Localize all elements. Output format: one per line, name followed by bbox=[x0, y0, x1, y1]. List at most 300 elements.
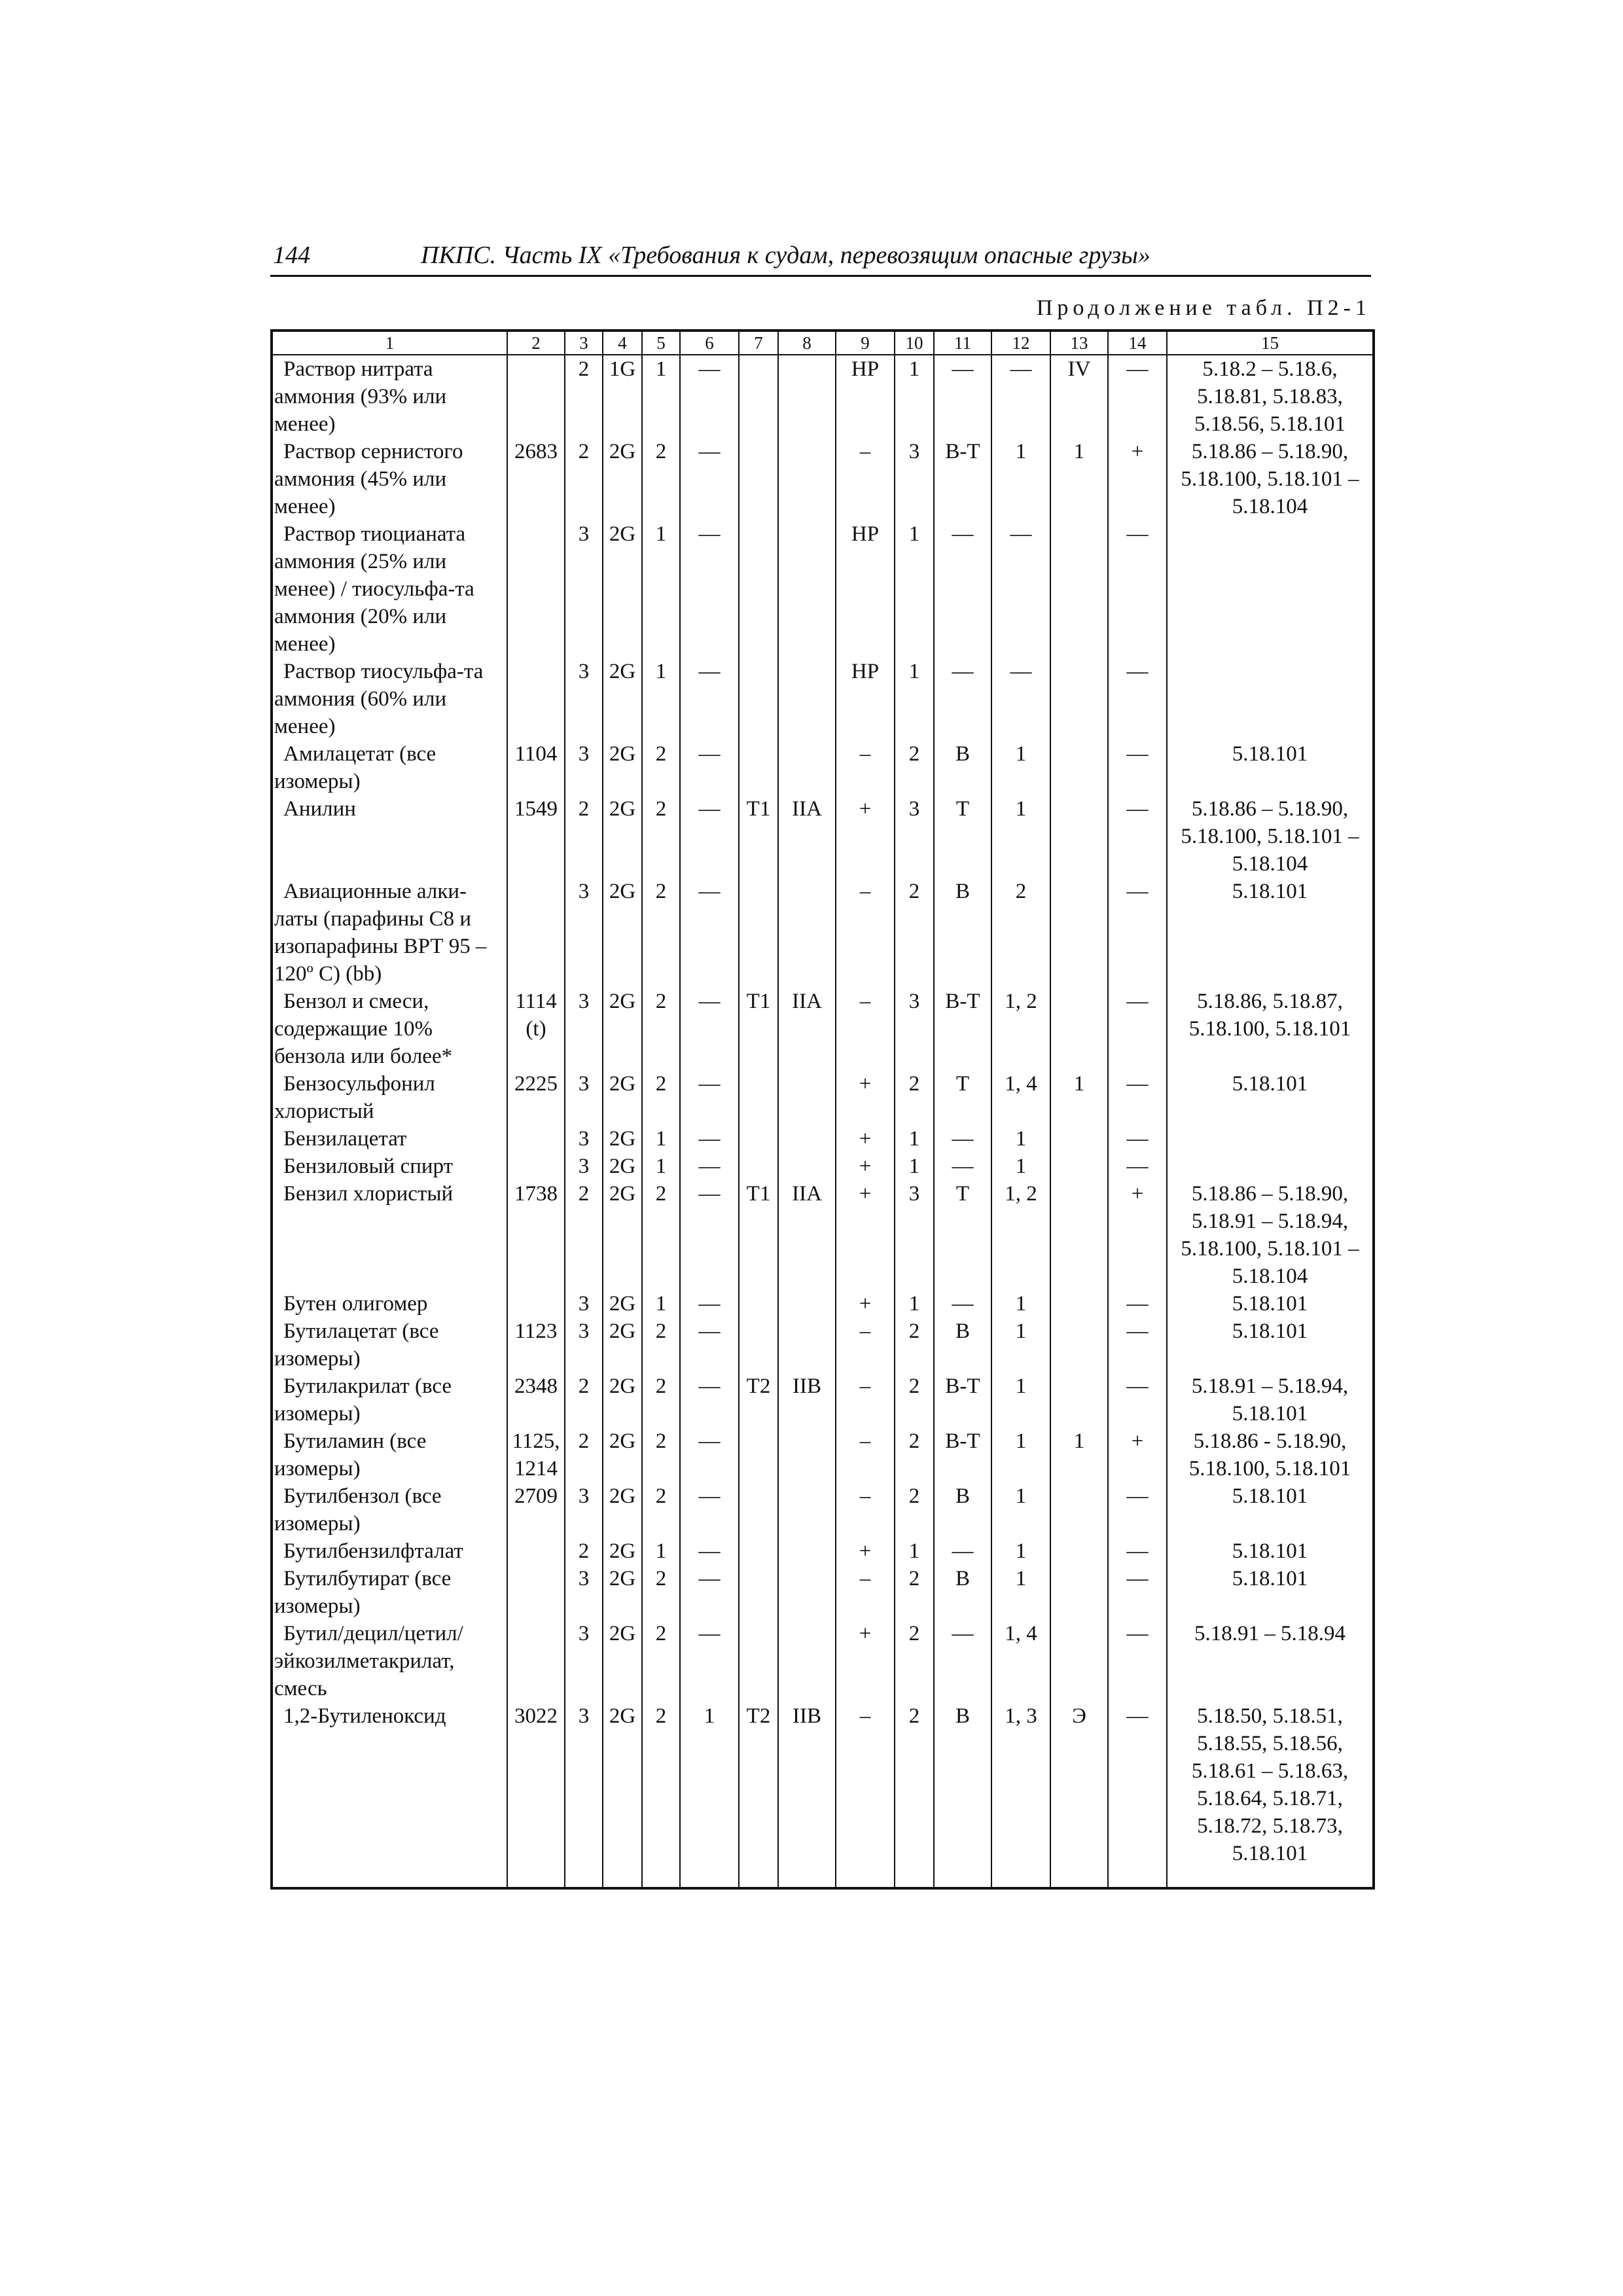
substance-name: Раствор нитрата аммония (93% или менее) bbox=[274, 357, 447, 436]
table-row bbox=[272, 1125, 1374, 1153]
cell-col-14: + bbox=[1108, 1180, 1167, 1290]
cell-col-6: — bbox=[680, 740, 739, 795]
cell-col-14: — bbox=[1108, 795, 1167, 878]
cell-col-11: — bbox=[934, 1290, 991, 1318]
cell-requirements: 5.18.86, 5.18.87, 5.18.100, 5.18.101 bbox=[1167, 988, 1374, 1070]
cell-col-10: 2 bbox=[895, 878, 934, 988]
cell-col-7 bbox=[739, 1620, 778, 1702]
table-row bbox=[272, 355, 1374, 438]
column-header-4: 4 bbox=[603, 331, 642, 355]
cell-col-4: 2G bbox=[603, 1427, 642, 1482]
cell-col-4: 2G bbox=[603, 1565, 642, 1620]
cell-col-4: 2G bbox=[603, 1482, 642, 1537]
cell-col-3: 2 bbox=[565, 1537, 603, 1565]
cell-col-10: 2 bbox=[895, 1565, 934, 1620]
cell-col-12: — bbox=[991, 355, 1050, 438]
cell-col-6: — bbox=[680, 1153, 739, 1180]
cell-col-5: 2 bbox=[642, 1620, 680, 1702]
cell-col-5: 2 bbox=[642, 1427, 680, 1482]
column-header-1: 1 bbox=[272, 331, 507, 355]
cell-col-6: — bbox=[680, 1372, 739, 1427]
cell-col-7 bbox=[739, 1482, 778, 1537]
cell-substance-name bbox=[272, 1180, 507, 1290]
substance-name: Бензол и смеси, содержащие 10% бензола или более* bbox=[274, 990, 453, 1068]
cell-col-5: 1 bbox=[642, 1537, 680, 1565]
cell-col-8 bbox=[778, 1125, 836, 1153]
substance-name: Бутилакрилат (все изомеры) bbox=[274, 1374, 452, 1426]
cell-col-4: 2G bbox=[603, 438, 642, 520]
cell-col-5: 1 bbox=[642, 520, 680, 658]
cell-substance-name bbox=[272, 1372, 507, 1427]
cell-col-5: 2 bbox=[642, 878, 680, 988]
cell-col-14: — bbox=[1108, 658, 1167, 740]
cell-col-4: 2G bbox=[603, 1702, 642, 1867]
cell-col-10: 1 bbox=[895, 1537, 934, 1565]
cell-substance-name bbox=[272, 878, 507, 988]
cell-col-6: — bbox=[680, 1537, 739, 1565]
cell-col-10: 3 bbox=[895, 438, 934, 520]
cell-col-9: – bbox=[836, 1702, 895, 1867]
column-header-14: 14 bbox=[1108, 331, 1167, 355]
cell-col-14: — bbox=[1108, 520, 1167, 658]
cell-col-3: 3 bbox=[565, 1620, 603, 1702]
cell-requirements: 5.18.101 bbox=[1167, 1070, 1374, 1125]
cell-col-11: — bbox=[934, 1537, 991, 1565]
cell-col-11: В bbox=[934, 1702, 991, 1867]
cell-substance-name bbox=[272, 1153, 507, 1180]
cell-col-7 bbox=[739, 878, 778, 988]
cell-col-12: 1 bbox=[991, 1565, 1050, 1620]
cell-col-4: 1G bbox=[603, 355, 642, 438]
cell-col-10: 3 bbox=[895, 1180, 934, 1290]
cell-col-12: — bbox=[991, 658, 1050, 740]
column-header-15: 15 bbox=[1167, 331, 1374, 355]
column-header-6: 6 bbox=[680, 331, 739, 355]
cell-col-14: — bbox=[1108, 988, 1167, 1070]
table-continuation-label: Продолжение табл. П2-1 bbox=[1036, 296, 1371, 320]
cell-col-4: 2G bbox=[603, 1070, 642, 1125]
table-row bbox=[272, 1290, 1374, 1318]
table-body bbox=[272, 355, 1374, 1867]
cell-col-3: 2 bbox=[565, 438, 603, 520]
cell-col-8 bbox=[778, 1290, 836, 1318]
cell-col-11: — bbox=[934, 1153, 991, 1180]
cell-requirements: 5.18.50, 5.18.51, 5.18.55, 5.18.56, 5.18.61 – 5.18.63, 5.18.64, 5.18.71, 5.18.72, 5.18.73, 5.18.101 bbox=[1167, 1702, 1374, 1867]
cell-col-14: — bbox=[1108, 1290, 1167, 1318]
cell-col-8 bbox=[778, 1318, 836, 1372]
cell-col-5: 2 bbox=[642, 1702, 680, 1867]
substance-name: Анилин bbox=[283, 797, 356, 821]
cell-col-10: 2 bbox=[895, 1482, 934, 1537]
cell-col-10: 2 bbox=[895, 1070, 934, 1125]
cell-col-2 bbox=[507, 520, 565, 658]
cell-col-3: 3 bbox=[565, 1290, 603, 1318]
cell-substance-name bbox=[272, 1318, 507, 1372]
cell-col-6: — bbox=[680, 520, 739, 658]
cell-col-5: 2 bbox=[642, 438, 680, 520]
cell-col-8: IIA bbox=[778, 988, 836, 1070]
cell-col-3: 3 bbox=[565, 1318, 603, 1372]
cell-col-10: 2 bbox=[895, 1372, 934, 1427]
cell-col-13 bbox=[1050, 1290, 1108, 1318]
cell-col-11: В bbox=[934, 740, 991, 795]
cell-col-14: — bbox=[1108, 1482, 1167, 1537]
cell-col-7 bbox=[739, 740, 778, 795]
substance-name: Бензиловый спирт bbox=[283, 1155, 454, 1178]
cell-col-9: – bbox=[836, 1427, 895, 1482]
cell-col-7 bbox=[739, 520, 778, 658]
cell-col-6: — bbox=[680, 355, 739, 438]
cell-col-8: IIB bbox=[778, 1372, 836, 1427]
table-row bbox=[272, 1180, 1374, 1290]
cell-requirements: 5.18.101 bbox=[1167, 1565, 1374, 1620]
cell-col-7 bbox=[739, 1427, 778, 1482]
cell-col-11: В-Т bbox=[934, 1427, 991, 1482]
column-header-3: 3 bbox=[565, 331, 603, 355]
cell-col-5: 2 bbox=[642, 740, 680, 795]
cell-col-10: 1 bbox=[895, 1153, 934, 1180]
cell-col-2: 2225 bbox=[507, 1070, 565, 1125]
cell-col-11: — bbox=[934, 658, 991, 740]
table-row bbox=[272, 658, 1374, 740]
cell-col-6: — bbox=[680, 1482, 739, 1537]
cell-col-9: НР bbox=[836, 520, 895, 658]
cell-col-9: + bbox=[836, 1620, 895, 1702]
cell-col-9: + bbox=[836, 1070, 895, 1125]
cell-col-2 bbox=[507, 1620, 565, 1702]
cell-col-9: + bbox=[836, 1153, 895, 1180]
cell-col-3: 3 bbox=[565, 878, 603, 988]
cell-col-7 bbox=[739, 1565, 778, 1620]
cell-col-8 bbox=[778, 658, 836, 740]
cell-col-9: – bbox=[836, 438, 895, 520]
cell-col-3: 3 bbox=[565, 520, 603, 658]
cell-requirements: 5.18.101 bbox=[1167, 740, 1374, 795]
cell-col-10: 1 bbox=[895, 1290, 934, 1318]
cell-requirements: 5.18.86 – 5.18.90, 5.18.100, 5.18.101 – 5.18.104 bbox=[1167, 438, 1374, 520]
cell-col-7 bbox=[739, 355, 778, 438]
cell-col-13 bbox=[1050, 1620, 1108, 1702]
cell-col-12: 1 bbox=[991, 1427, 1050, 1482]
cell-col-8 bbox=[778, 1427, 836, 1482]
cell-col-9: + bbox=[836, 1537, 895, 1565]
cell-col-3: 3 bbox=[565, 1070, 603, 1125]
cell-col-7 bbox=[739, 438, 778, 520]
cell-col-8 bbox=[778, 1153, 836, 1180]
cell-col-5: 1 bbox=[642, 355, 680, 438]
cell-col-12: 1 bbox=[991, 1125, 1050, 1153]
substance-name: Бутилбензол (все изомеры) bbox=[274, 1484, 442, 1535]
cell-col-8: IIA bbox=[778, 795, 836, 878]
cell-col-8 bbox=[778, 520, 836, 658]
cell-col-7: T2 bbox=[739, 1372, 778, 1427]
cell-col-2 bbox=[507, 1125, 565, 1153]
cell-col-6: — bbox=[680, 1620, 739, 1702]
cell-substance-name bbox=[272, 1702, 507, 1867]
cell-col-8 bbox=[778, 878, 836, 988]
cell-col-12: 1 bbox=[991, 1372, 1050, 1427]
cell-col-4: 2G bbox=[603, 1318, 642, 1372]
cell-col-11: Т bbox=[934, 1070, 991, 1125]
table-bottom-padding bbox=[272, 1867, 1374, 1888]
substance-name: Бутиламин (все изомеры) bbox=[274, 1429, 427, 1480]
cell-col-9: + bbox=[836, 1180, 895, 1290]
cell-col-13 bbox=[1050, 988, 1108, 1070]
cell-col-12: 1, 3 bbox=[991, 1702, 1050, 1867]
cell-col-12: 1 bbox=[991, 1318, 1050, 1372]
cell-col-12: 1 bbox=[991, 438, 1050, 520]
cell-col-9: – bbox=[836, 878, 895, 988]
cell-col-4: 2G bbox=[603, 1180, 642, 1290]
cell-col-3: 3 bbox=[565, 658, 603, 740]
table-row bbox=[272, 1537, 1374, 1565]
cell-col-7 bbox=[739, 658, 778, 740]
cell-col-13: Э bbox=[1050, 1702, 1108, 1867]
cell-col-14: — bbox=[1108, 1318, 1167, 1372]
column-header-10: 10 bbox=[895, 331, 934, 355]
cell-requirements bbox=[1167, 658, 1374, 740]
cell-col-5: 2 bbox=[642, 1318, 680, 1372]
cell-col-7 bbox=[739, 1290, 778, 1318]
cell-col-13 bbox=[1050, 1482, 1108, 1537]
cell-col-10: 2 bbox=[895, 1318, 934, 1372]
cell-col-7 bbox=[739, 1070, 778, 1125]
table-row bbox=[272, 1153, 1374, 1180]
cell-col-13 bbox=[1050, 1125, 1108, 1153]
cell-col-6: — bbox=[680, 658, 739, 740]
column-header-13: 13 bbox=[1050, 331, 1108, 355]
cell-col-6: — bbox=[680, 438, 739, 520]
substance-name: Раствор тиоцианата аммония (25% или менее) / тиосульфа-та аммония (20% или менее) bbox=[274, 522, 474, 656]
cell-col-10: 1 bbox=[895, 658, 934, 740]
cell-col-4: 2G bbox=[603, 520, 642, 658]
cell-col-2: 2683 bbox=[507, 438, 565, 520]
substances-table bbox=[270, 329, 1375, 1890]
cell-substance-name bbox=[272, 988, 507, 1070]
column-header-7: 7 bbox=[739, 331, 778, 355]
cell-col-11: — bbox=[934, 1620, 991, 1702]
cell-substance-name bbox=[272, 1620, 507, 1702]
cell-col-8: IIB bbox=[778, 1702, 836, 1867]
cell-col-10: 1 bbox=[895, 520, 934, 658]
cell-col-9: + bbox=[836, 1125, 895, 1153]
cell-col-11: — bbox=[934, 355, 991, 438]
cell-col-9: – bbox=[836, 740, 895, 795]
substance-name: Бензилацетат bbox=[283, 1127, 407, 1151]
cell-col-6: — bbox=[680, 1318, 739, 1372]
column-header-12: 12 bbox=[991, 331, 1050, 355]
table-row bbox=[272, 1427, 1374, 1482]
cell-col-6: — bbox=[680, 988, 739, 1070]
substance-name: Бензосульфонил хлористый bbox=[274, 1072, 435, 1123]
table-row bbox=[272, 740, 1374, 795]
cell-col-7: T1 bbox=[739, 1180, 778, 1290]
cell-col-8: IIA bbox=[778, 1180, 836, 1290]
cell-col-2: 2348 bbox=[507, 1372, 565, 1427]
cell-col-12: 1 bbox=[991, 740, 1050, 795]
cell-col-11: В bbox=[934, 1318, 991, 1372]
substance-name: Бутилбензилфталат bbox=[283, 1539, 463, 1563]
cell-col-2: 1738 bbox=[507, 1180, 565, 1290]
table-row bbox=[272, 878, 1374, 988]
cell-col-3: 3 bbox=[565, 1125, 603, 1153]
table-row bbox=[272, 1318, 1374, 1372]
cell-col-4: 2G bbox=[603, 1125, 642, 1153]
cell-col-8 bbox=[778, 1565, 836, 1620]
cell-col-6: — bbox=[680, 1125, 739, 1153]
cell-col-11: Т bbox=[934, 795, 991, 878]
cell-col-6: — bbox=[680, 1427, 739, 1482]
table-row bbox=[272, 1620, 1374, 1702]
cell-col-3: 2 bbox=[565, 1427, 603, 1482]
cell-col-7 bbox=[739, 1125, 778, 1153]
cell-col-13: 1 bbox=[1050, 1427, 1108, 1482]
cell-col-10: 3 bbox=[895, 795, 934, 878]
cell-col-7: T2 bbox=[739, 1702, 778, 1867]
cell-col-12: 1, 4 bbox=[991, 1070, 1050, 1125]
cell-substance-name bbox=[272, 1125, 507, 1153]
cell-col-5: 2 bbox=[642, 1070, 680, 1125]
cell-col-11: — bbox=[934, 520, 991, 658]
cell-col-6: — bbox=[680, 1070, 739, 1125]
cell-col-2 bbox=[507, 658, 565, 740]
cell-col-11: — bbox=[934, 1125, 991, 1153]
cell-col-6: — bbox=[680, 1180, 739, 1290]
cell-requirements: 5.18.91 – 5.18.94, 5.18.101 bbox=[1167, 1372, 1374, 1427]
cell-col-5: 1 bbox=[642, 658, 680, 740]
cell-col-12: 1, 2 bbox=[991, 1180, 1050, 1290]
table-row bbox=[272, 1565, 1374, 1620]
substance-name: Бутилацетат (все изомеры) bbox=[274, 1319, 439, 1371]
table-row bbox=[272, 1702, 1374, 1867]
cell-col-6: — bbox=[680, 795, 739, 878]
substance-name: Бутил/децил/цетил/ эйкозилметакрилат, смесь bbox=[274, 1622, 463, 1700]
table-row bbox=[272, 795, 1374, 878]
cell-col-2: 1549 bbox=[507, 795, 565, 878]
substance-name: Амилацетат (все изомеры) bbox=[274, 742, 437, 793]
cell-col-12: 1 bbox=[991, 795, 1050, 878]
cell-col-14: + bbox=[1108, 1427, 1167, 1482]
substance-name: Раствор сернистого аммония (45% или менее) bbox=[274, 440, 463, 518]
cell-col-4: 2G bbox=[603, 795, 642, 878]
cell-col-2 bbox=[507, 1290, 565, 1318]
cell-col-5: 1 bbox=[642, 1290, 680, 1318]
cell-requirements: 5.18.101 bbox=[1167, 1290, 1374, 1318]
cell-col-2 bbox=[507, 878, 565, 988]
cell-col-6: — bbox=[680, 1290, 739, 1318]
cell-requirements bbox=[1167, 520, 1374, 658]
cell-col-3: 3 bbox=[565, 1153, 603, 1180]
cell-col-12: 1 bbox=[991, 1290, 1050, 1318]
table-row bbox=[272, 1372, 1374, 1427]
cell-col-11: В bbox=[934, 1482, 991, 1537]
cell-col-10: 2 bbox=[895, 1620, 934, 1702]
cell-col-5: 2 bbox=[642, 1565, 680, 1620]
cell-col-11: В bbox=[934, 1565, 991, 1620]
table-row bbox=[272, 520, 1374, 658]
cell-col-13 bbox=[1050, 740, 1108, 795]
substance-name: 1,2-Бутиленоксид bbox=[283, 1704, 446, 1728]
cell-col-8 bbox=[778, 1482, 836, 1537]
cell-col-2 bbox=[507, 355, 565, 438]
cell-col-3: 3 bbox=[565, 740, 603, 795]
cell-col-12: 1, 2 bbox=[991, 988, 1050, 1070]
cell-col-2: 3022 bbox=[507, 1702, 565, 1867]
cell-col-14: + bbox=[1108, 438, 1167, 520]
cell-substance-name bbox=[272, 795, 507, 878]
cell-col-13 bbox=[1050, 795, 1108, 878]
cell-col-14: — bbox=[1108, 1070, 1167, 1125]
cell-col-3: 2 bbox=[565, 1180, 603, 1290]
cell-col-12: 1 bbox=[991, 1153, 1050, 1180]
cell-col-14: — bbox=[1108, 740, 1167, 795]
substance-name: Бутилбутират (все изомеры) bbox=[274, 1567, 452, 1618]
cell-col-12: — bbox=[991, 520, 1050, 658]
cell-col-10: 2 bbox=[895, 1427, 934, 1482]
cell-col-8 bbox=[778, 355, 836, 438]
cell-requirements bbox=[1167, 1153, 1374, 1180]
cell-col-9: НР bbox=[836, 355, 895, 438]
cell-col-5: 2 bbox=[642, 988, 680, 1070]
cell-col-14: — bbox=[1108, 1372, 1167, 1427]
cell-col-12: 1 bbox=[991, 1537, 1050, 1565]
cell-col-13 bbox=[1050, 1153, 1108, 1180]
cell-requirements: 5.18.86 - 5.18.90, 5.18.100, 5.18.101 bbox=[1167, 1427, 1374, 1482]
cell-col-13 bbox=[1050, 1318, 1108, 1372]
substance-name: Раствор тиосульфа-та аммония (60% или менее) bbox=[274, 660, 484, 738]
cell-col-10: 2 bbox=[895, 1702, 934, 1867]
cell-col-9: – bbox=[836, 1318, 895, 1372]
cell-col-11: В-Т bbox=[934, 988, 991, 1070]
cell-col-3: 2 bbox=[565, 1372, 603, 1427]
cell-col-14: — bbox=[1108, 1620, 1167, 1702]
cell-substance-name bbox=[272, 1482, 507, 1537]
cell-col-13 bbox=[1050, 520, 1108, 658]
cell-col-14: — bbox=[1108, 1702, 1167, 1867]
cell-col-4: 2G bbox=[603, 658, 642, 740]
cell-col-5: 2 bbox=[642, 795, 680, 878]
cell-requirements: 5.18.101 bbox=[1167, 1318, 1374, 1372]
cell-col-4: 2G bbox=[603, 1153, 642, 1180]
cell-col-9: – bbox=[836, 988, 895, 1070]
cell-col-5: 2 bbox=[642, 1482, 680, 1537]
cell-col-10: 3 bbox=[895, 988, 934, 1070]
cell-col-9: НР bbox=[836, 658, 895, 740]
page-header bbox=[270, 241, 1371, 277]
cell-col-4: 2G bbox=[603, 878, 642, 988]
cell-col-6: — bbox=[680, 1565, 739, 1620]
cell-col-11: В bbox=[934, 878, 991, 988]
cell-substance-name bbox=[272, 438, 507, 520]
cell-col-14: — bbox=[1108, 1537, 1167, 1565]
cell-col-4: 2G bbox=[603, 1290, 642, 1318]
cell-col-13 bbox=[1050, 1372, 1108, 1427]
cell-col-9: + bbox=[836, 1290, 895, 1318]
cell-col-5: 2 bbox=[642, 1180, 680, 1290]
cell-col-5: 2 bbox=[642, 1372, 680, 1427]
cell-col-8 bbox=[778, 1620, 836, 1702]
cell-col-13: 1 bbox=[1050, 1070, 1108, 1125]
cell-col-3: 3 bbox=[565, 1565, 603, 1620]
cell-substance-name bbox=[272, 1565, 507, 1620]
cell-col-2: 1125, 1214 bbox=[507, 1427, 565, 1482]
cell-requirements: 5.18.101 bbox=[1167, 1537, 1374, 1565]
cell-substance-name bbox=[272, 1290, 507, 1318]
cell-col-10: 2 bbox=[895, 740, 934, 795]
column-header-11: 11 bbox=[934, 331, 991, 355]
cell-col-7 bbox=[739, 1153, 778, 1180]
column-header-row bbox=[272, 331, 1374, 355]
